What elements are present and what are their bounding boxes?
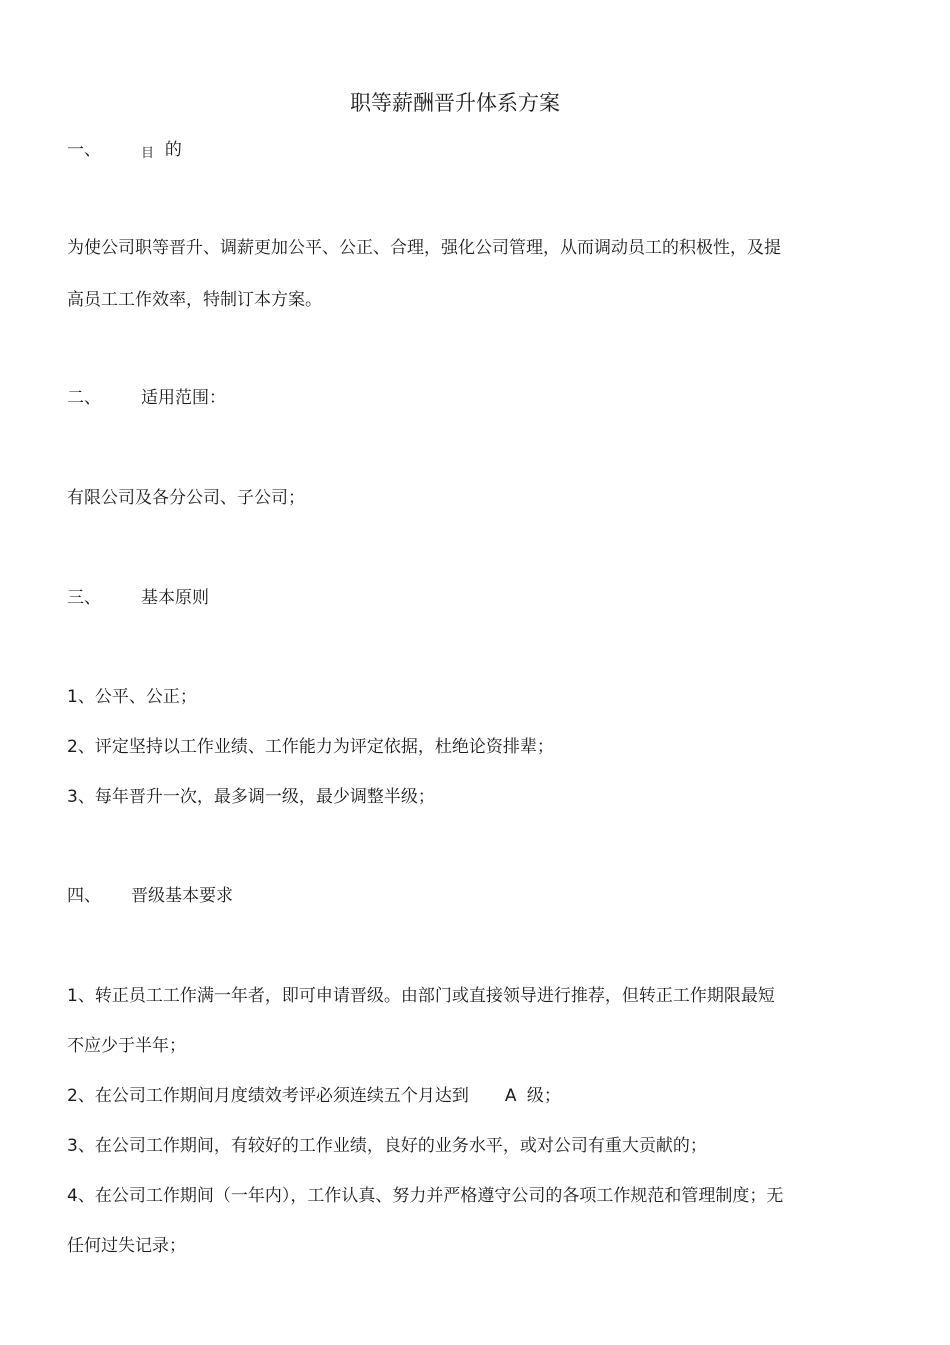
section-3-item-1: 1、公平、公正；: [67, 687, 197, 707]
section-3-heading: [67, 587, 209, 609]
section-4-heading-text: 晋级基本要求: [131, 886, 233, 906]
section-4-item-2-prefix: 2、在公司工作期间月度绩效考评必须连续五个月达到: [67, 1086, 469, 1106]
section-4-item-4-line-1: 4、在公司工作期间（一年内），工作认真、努力并严格遵守公司的各项工作规范和管理制度；无: [67, 1186, 784, 1206]
document-title: 职等薪酬晋升体系方案: [350, 91, 560, 115]
section-2-heading-text: 适用范围：: [141, 388, 226, 408]
section-4-item-2-suffix: 级；: [526, 1086, 561, 1106]
section-1-number: 一、: [67, 140, 101, 160]
section-3-number: 三、: [67, 588, 101, 608]
section-1-heading-part1: 目: [141, 146, 155, 161]
section-2-body: 有限公司及各分公司、子公司；: [67, 488, 305, 508]
section-2-number: 二、: [67, 388, 101, 408]
section-4-item-3: 3、在公司工作期间，有较好的工作业绩，良好的业务水平，或对公司有重大贡献的；: [67, 1136, 707, 1156]
section-1-body-line-1: 为使公司职等晋升、调薪更加公平、公正、合理，强化公司管理，从而调动员工的积极性，及提: [67, 238, 781, 258]
section-3-item-3: 3、每年晋升一次，最多调一级，最少调整半级；: [67, 787, 435, 807]
section-3-item-2: 2、评定坚持以工作业绩、工作能力为评定依据，杜绝论资排辈；: [67, 737, 554, 757]
section-4-item-2-grade: A: [504, 1086, 517, 1106]
section-4-item-2: [67, 1085, 561, 1107]
section-4-number: 四、: [67, 886, 101, 906]
section-4-heading: [67, 885, 233, 907]
section-1-heading: [67, 139, 182, 163]
section-3-heading-text: 基本原则: [141, 588, 209, 608]
section-1-body-line-2: 高员工工作效率，特制订本方案。: [67, 290, 322, 310]
section-4-item-1-line-2: 不应少于半年；: [67, 1036, 186, 1056]
section-1-heading-part2: 的: [164, 140, 182, 160]
section-4-item-1-line-1: 1、转正员工工作满一年者，即可申请晋级。由部门或直接领导进行推荐，但转正工作期限最短: [67, 986, 775, 1006]
section-4-item-4-line-2: 任何过失记录；: [67, 1236, 186, 1256]
section-2-heading: [67, 387, 226, 409]
